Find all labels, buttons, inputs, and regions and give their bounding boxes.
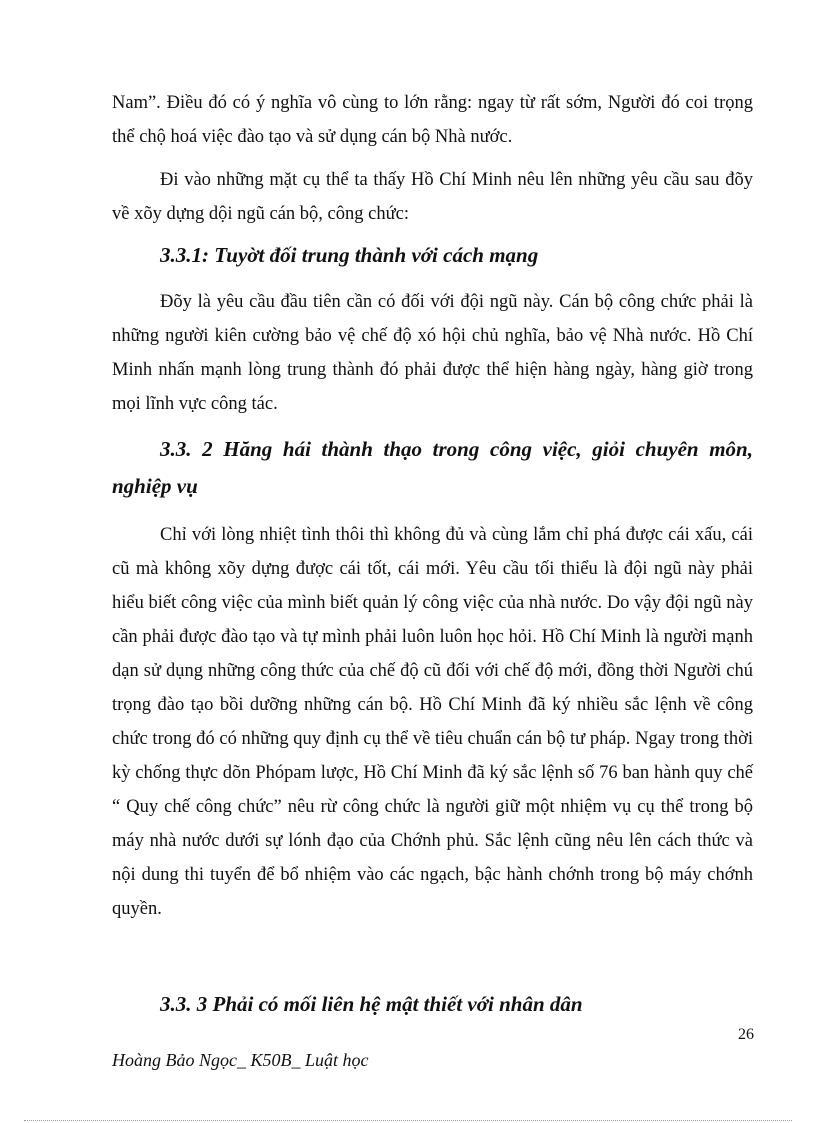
footer-author: Hoàng Bảo Ngọc_ K50B_ Luật học: [112, 1050, 369, 1070]
section-heading-3-3-1: 3.3.1: Tuyờt đối trung thành với cách mạng: [160, 243, 539, 267]
paragraph-3: Đõy là yêu cầu đầu tiên cần có đối với đội ngũ này. Cán bộ công chức phải là những người kiên cường bảo vệ chế độ xó hội chủ nghĩa, bảo vệ Nhà nước. Hồ Chí Minh nhấn mạnh lòng trung thành đó phải được thể hiện hàng ngày, hàng giờ trong mọi lĩnh vực công tác.: [112, 292, 753, 414]
paragraph-4: Chỉ với lòng nhiệt tình thôi thì không đủ và cùng lắm chỉ phá được cái xấu, cái cũ mà không xõy dựng được cái tốt, cái mới. Yêu cầu tối thiểu là đội ngũ này phải hiểu biết công việc của mình biết quản lý công việc của nhà nước. Do vậy đội ngũ này cần phải được đào tạo và tự mình phải luôn luôn học hỏi. Hồ Chí Minh là người mạnh dạn sử dụng những công thức của chế độ cũ đối với chế độ mới, đồng thời Người chú trọng đào tạo bồi dưỡng những cán bộ. Hồ Chí Minh đã ký nhiều sắc lệnh về công chức trong đó có những quy định cụ thể về tiêu chuẩn cán bộ tư pháp. Ngay trong thời kỳ chống thực dõn Phópam lược, Hồ Chí Minh đã ký sắc lệnh số 76 ban hành quy chế “ Quy chế công chức” nêu rừ công chức là người giữ một nhiệm vụ cụ thể trong bộ máy nhà nước dưới sự lónh đạo của Chớnh phủ. Sắc lệnh cũng nêu lên cách thức và nội dung thi tuyển để bổ nhiệm vào các ngạch, bậc hành chớnh trong bộ máy chớnh quyền.: [112, 525, 753, 919]
page-number: 26: [738, 1026, 754, 1043]
footer-divider: [24, 1120, 792, 1121]
paragraph-1: Nam”. Điều đó có ý nghĩa vô cùng to lớn rằng: ngay từ rất sớm, Người đó coi trọng thể chộ hoá việc đào tạo và sử dụng cán bộ Nhà nước.: [112, 93, 753, 147]
section-heading-3-3-3: 3.3. 3 Phải có mối liên hệ mật thiết với nhân dân: [160, 992, 583, 1016]
paragraph-2: Đi vào những mặt cụ thể ta thấy Hồ Chí Minh nêu lên những yêu cầu sau đõy về xõy dựng dội ngũ cán bộ, công chức:: [112, 170, 753, 224]
section-heading-3-3-2: 3.3. 2 Hăng hái thành thạo trong công việc, giỏi chuyên môn, nghiệp vụ: [112, 437, 753, 498]
